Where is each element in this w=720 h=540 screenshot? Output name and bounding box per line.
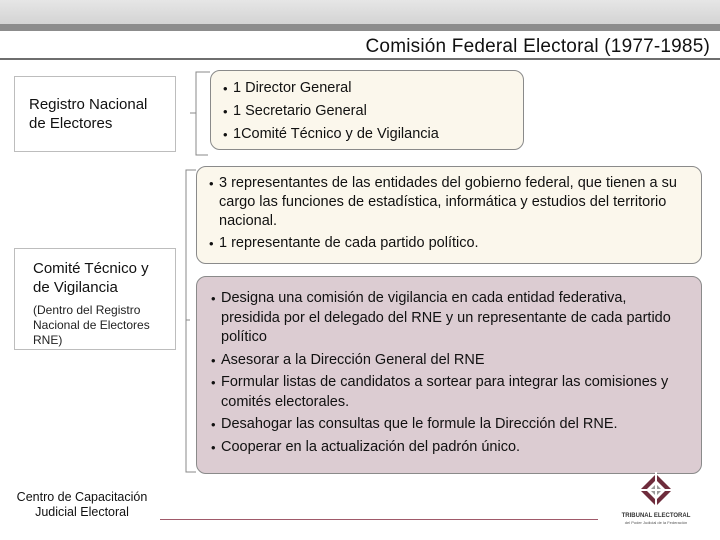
bullet-icon: •: [223, 81, 228, 96]
bullet-icon: •: [211, 417, 216, 432]
connector-ctv-top: [186, 170, 196, 320]
box1-item: • 1 Secretario General: [223, 100, 523, 123]
logo-text-line1: TRIBUNAL ELECTORAL: [621, 513, 691, 519]
bullet-icon: •: [223, 127, 228, 142]
box-functions: [196, 276, 702, 474]
bullet-icon: •: [211, 375, 216, 390]
footer-institution: [8, 490, 156, 520]
ctv-label-line2: de Vigilancia: [33, 279, 118, 296]
ctv-sub-line2: Nacional de Electores: [33, 318, 150, 332]
connector-rne-top: [190, 72, 210, 113]
box-structure: [210, 70, 524, 150]
box3-item: • Formular listas de candidatos a sortear para integrar las comisiones y comités electorales.: [211, 374, 669, 410]
rne-label-line1: Registro Nacional: [29, 96, 148, 113]
ctv-sub-line1: (Dentro del Registro: [33, 303, 141, 317]
box-representatives: [196, 166, 702, 264]
box3-item: • Cooperar en la actualización del padrón único.: [211, 438, 687, 458]
ctv-sub-line3: RNE): [33, 333, 63, 347]
bullet-icon: •: [209, 236, 214, 251]
bullet-icon: •: [211, 439, 216, 455]
footer-rule: [160, 519, 598, 520]
page-title: Comisión Federal Electoral (1977-1985): [365, 36, 710, 57]
box1-item: • 1 Director General: [223, 77, 523, 100]
box1-item: • 1Comité Técnico y de Vigilancia: [223, 123, 523, 146]
box2-item: • 1 representante de cada partido político.: [209, 235, 479, 251]
box3-item: • Designa una comisión de vigilancia en cada entidad federativa, presidida por el delegado del RNE y un representante de cada partido político: [211, 290, 671, 345]
bullet-icon: •: [211, 291, 216, 306]
box2-item: • 3 representantes de las entidades del gobierno federal, que tienen a su cargo las funciones de estadística, informática y estudios del territorio nacional.: [209, 175, 677, 229]
ctv-label-line1: Comité Técnico y: [33, 260, 149, 277]
logo-text-line2: del Poder Judicial de la Federación: [624, 520, 688, 525]
footer-line2: Judicial Electoral: [35, 505, 129, 519]
connector-rne-bottom: [196, 113, 208, 155]
footer-line1: Centro de Capacitación: [16, 490, 148, 504]
box3-item: • Desahogar las consultas que le formule la Dirección del RNE.: [211, 415, 687, 435]
bullet-icon: •: [209, 176, 214, 191]
bullet-icon: •: [211, 352, 216, 368]
connector-ctv-bottom: [186, 320, 196, 472]
tribunal-electoral-logo-icon: [606, 472, 706, 532]
rne-label-line2: de Electores: [29, 115, 113, 132]
box3-item: • Asesorar a la Dirección General del RNE: [211, 351, 687, 371]
bullet-icon: •: [223, 104, 228, 119]
